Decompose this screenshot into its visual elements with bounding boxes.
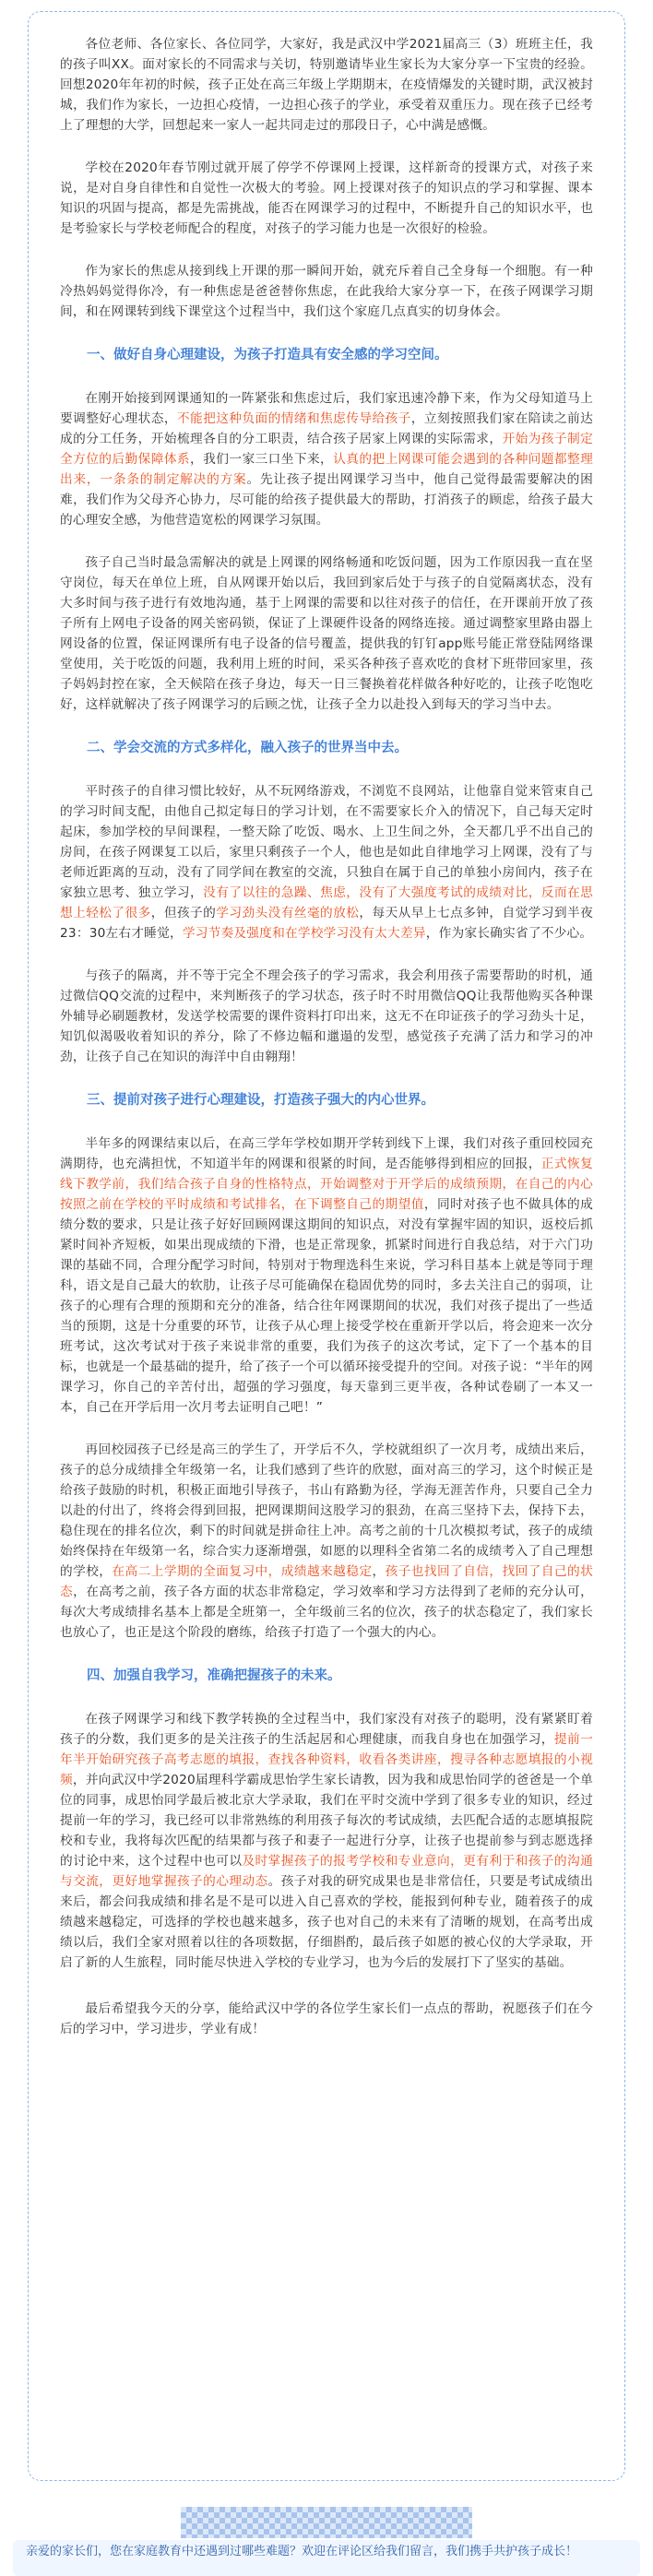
article-card bbox=[28, 11, 625, 2481]
highlight-text: 不能把这种负面的情绪和焦虑传导给孩子 bbox=[176, 411, 411, 426]
footer-banner bbox=[13, 2540, 640, 2576]
logistics-paragraph: 孩子自己当时最急需解决的就是上网课的网络畅通和吃饭问题，因为工作原因我一直在坚守岗位，每天在单位上班，自从网课开始以后，我回到家后处于与孩子的自觉隔离状态，没有大多时间与孩子进行有效地沟通，基于上网课的需要和以往对孩子的信任，在开课前开放了孩子所有上网电子设备的网关密码锁，保证了上课硬件设备的网络连接。通过调整家里路由器上网设备的位置，保证网课所有电子设备的信号覆盖，提供我的钉钉app账号能正常登陆网络课堂使用，关于吃饭的问题，我利用上班的时间，采买各种孩子喜欢吃的食材下班带回家里，孩子妈妈封控在家，全天候陪在孩子身边，每天一日三餐换着花样做各种好吃的，让孩子吃饱吃好，这样就解决了孩子网课学习的后顾之忧，让孩子全力以赴投入到每天的学习当中去。 bbox=[60, 555, 593, 712]
section-heading-4: 四、加强自我学习，准确把握孩子的未来。 bbox=[87, 1668, 341, 1683]
section-heading-1: 一、做好自身心理建设，为孩子打造具有安全感的学习空间。 bbox=[87, 348, 448, 362]
highlight-text: 及时掌握孩子的报考学校和专业意向，更有利于和孩子的沟通与交流，更好地掌握孩子的心理动态 bbox=[60, 1854, 593, 1889]
highlight-text: 认真的把上网课可能会遇到的各种问题都整理出来，一条条的制定解决的方案 bbox=[60, 452, 593, 487]
communication-paragraph: 与孩子的隔离，并不等于完全不理会孩子的学习需求，我会利用孩子需要帮助的时机，通过微信QQ交流的过程中，来判断孩子的学习状态，孩子时不时用微信QQ让我帮他购买各种课外辅导必刷题教材，发送学校需要的课件资料打印出来，这无不在印证孩子的学习劲头十足，知饥似渴吸收着知识的养分，除了不修边幅和邋遢的发型，感觉孩子充满了活力和学习的冲劲，让孩子自己在知识的海洋中自由翱翔！ bbox=[60, 968, 593, 1064]
future-planning-paragraph: 在孩子网课学习和线下教学转换的全过程当中，我们家没有对孩子的聪明，没有紧紧盯着孩子的分数，我们更多的是关注孩子的生活起居和心理健康，而我自身也在加强学习，提前一年半开始研究孩子高考志愿的填报，查找各种资料，收看各类讲座，搜寻各种志愿填报的小视频，并向武汉中学2020届理科学霸成思怡学生家长请教，因为我和成思怡同学的爸爸是一个单位的同事，成思怡同学最后被北京大学录取，我们在平时交流中学到了很多专业的知识，经过提前一年的学习，我已经可以非常熟练的利用孩子每次的考试成绩，去匹配合适的志愿填报院校和专业，我将每次匹配的结果都与孩子和妻子一起进行分享，让孩子也提前参与到志愿选择的讨论中来，这个过程中也可以及时掌握孩子的报考学校和专业意向，更有利于和孩子的沟通与交流，更好地掌握孩子的心理动态。孩子对我的研究成果也是非常信任，只要是考试成绩出来后，都会问我成绩和排名是不是可以进入自己喜欢的学校，能报到何种专业，随着孩子的成绩越来越稳定，可选择的学校也越来越多，孩子也对自己的未来有了清晰的规划，在高考出成绩以后，我们全家对照着以往的各项数据，仔细斟酌，最后孩子如愿的被心仪的大学录取，开启了新的人生旅程，同时能尽快进入学校的专业学习，也为今后的发展打下了坚实的基础。 bbox=[60, 1712, 593, 1970]
highlight-text: 学习节奏及强度和在学校学习没有太大差异 bbox=[182, 926, 426, 941]
section-heading-3: 三、提前对孩子进行心理建设，打造孩子强大的内心世界。 bbox=[87, 1093, 434, 1108]
highlight-text: 提前一年半开始研究孩子高考志愿的填报，查找各种资料，收看各类讲座，搜寻各种志愿填报的小视频 bbox=[60, 1732, 593, 1787]
highlight-text: 在高二上学期的全面复习中，成绩越来越稳定 bbox=[112, 1564, 373, 1579]
highlight-text: 孩子也找回了自信，找回了自己的状态 bbox=[60, 1564, 593, 1599]
online-class-paragraph: 学校在2020年春节刚过就开展了停学不停课网上授课，这样新奇的授课方式，对孩子来说，是对自身自律性和自觉性一次极大的考验。网上授课对孩子的知识点的学习和掌握、课本知识的巩固与提高，都是先需挑战，能否在网课学习的过程中，不断提升自己的知识水平，也是考验家长与学校老师配合的程度，对孩子的学习能力也是一次很好的检验。 bbox=[60, 160, 593, 236]
footer-text: 亲爱的家长们，您在家庭教育中还遇到过哪些难题？欢迎在评论区给我们留言，我们携手共护孩子成长！ bbox=[26, 2545, 578, 2558]
highlight-text: 没有了以往的急躁、焦虑，没有了大强度考试的成绩对比，反而在思想上轻松了很多 bbox=[60, 885, 593, 920]
highlight-text: 学习劲头没有丝毫的放松 bbox=[216, 906, 360, 920]
psychology-paragraph: 在刚开始接到网课通知的一阵紧张和焦虑过后，我们家迅速冷静下来，作为父母知道马上要调整好心理状态，不能把这种负面的情绪和焦虑传导给孩子，立刻按照我们家在陪读之前达成的分工任务，开始梳理各自的分工职责，结合孩子居家上网课的实际需求，开始为孩子制定全方位的后勤保障体系，我们一家三口坐下来，认真的把上网课可能会遇到的各种问题都整理出来，一条条的制定解决的方案。先让孩子提出网课学习当中，他自己觉得最需要解决的困难，我们作为父母齐心协力，尽可能的给孩子提供最大的帮助，打消孩子的顾虑，给孩子最大的心理安全感，为他营造宽松的网课学习氛围。 bbox=[60, 391, 593, 528]
intro-paragraph: 各位老师、各位家长、各位同学，大家好，我是武汉中学2021届高三（3）班班主任，我的孩子叫XX。面对家长的不同需求与关切，特别邀请毕业生家长为大家分享一下宝贵的经验。回想2020年年初的时候，孩子正处在高三年级上学期期末，在疫情爆发的关键时期，武汉被封城，我们作为家长，一边担心疫情，一边担心孩子的学业，承受着双重压力。现在孩子已经考上了理想的大学，回想起来一家人一起共同走过的那段日子，心中满是感慨。 bbox=[60, 37, 593, 133]
exam-results-paragraph: 再回校园孩子已经是高三的学生了，开学后不久，学校就组织了一次月考，成绩出来后，孩子的总分成绩排全年级第一名，让我们感到了些许的欣慰，面对高三的学习，这个时候正是给孩子鼓励的时机，积极正面地引导孩子，书山有路勤为径，学海无涯苦作舟，只要自己全力以赴的付出了，终将会得到回报，把网课期间这股学习的狠劲，在高三坚持下去，保持下去，稳住现在的排名位次，剩下的时间就是拼命往上冲。高考之前的十几次模拟考试，孩子的成绩始终保持在年级第一名，综合实力逐渐增强，如愿的以理科全省第二名的成绩考入了自己理想的学校，在高二上学期的全面复习中，成绩越来越稳定，孩子也找回了自信，找回了自己的状态，在高考之前，孩子各方面的状态非常稳定，学习效率和学习方法得到了老师的充分认可，每次大考成绩排名基本上都是全班第一，全年级前三名的位次，孩子的状态稳定了，我们家长也放心了，也正是这个阶段的磨练，给孩子打造了一个强大的内心。 bbox=[60, 1442, 593, 1640]
self-discipline-paragraph: 平时孩子的自律习惯比较好，从不玩网络游戏，不浏览不良网站，让他靠自觉来管束自己的学习时间支配，由他自己拟定每日的学习计划，在不需要家长介入的情况下，自己每天定时起床，参加学校的早间课程，一整天除了吃饭、喝水、上卫生间之外，全天都几乎不出自己的房间，在孩子网课复工以后，家里只剩孩子一个人，他也是如此自律地学习上网课，没有了与老师近距离的互动，没有了同学间在教室的交流，只独自在属于自己的单独小房间内，孩子在家独立思考、独立学习，没有了以往的急躁、焦虑，没有了大强度考试的成绩对比，反而在思想上轻松了很多，但孩子的学习劲头没有丝毫的放松，每天从早上七点多钟，自觉学习到半夜23：30左右才睡觉，学习节奏及强度和在学校学习没有太大差异，作为家长确实省了不少心。 bbox=[60, 784, 593, 941]
decorative-mosaic-divider bbox=[181, 2507, 472, 2538]
closing-paragraph: 最后希望我今天的分享，能给武汉中学的各位学生家长们一点点的帮助，祝愿孩子们在今后的学习中，学习进步，学业有成！ bbox=[60, 2001, 593, 2036]
highlight-text: 正式恢复线下教学前，我们结合孩子自身的性格特点，开始调整对于开学后的成绩预期，在自己的内心按照之前在学校的平时成绩和考试排名，在下调整自己的期望值 bbox=[60, 1157, 593, 1212]
highlight-text: 开始为孩子制定全方位的后勤保障体系 bbox=[60, 432, 593, 467]
anxiety-paragraph: 作为家长的焦虑从接到线上开课的那一瞬间开始，就充斥着自己全身每一个细胞。有一种冷热妈妈觉得你冷，有一种焦虑是爸爸替你焦虑，在此我给大家分享一下，在孩子网课学习期间，和在网课转到线下课堂这个过程当中，我们这个家庭几点真实的切身体会。 bbox=[60, 264, 593, 319]
section-heading-2: 二、学会交流的方式多样化，融入孩子的世界当中去。 bbox=[87, 741, 408, 755]
return-to-school-paragraph: 半年多的网课结束以后，在高三学年学校如期开学转到线下上课，我们对孩子重回校园充满期待，也充满担忧，不知道半年的网课和很紧的时间，是否能够得到相应的回报，正式恢复线下教学前，我们结合孩子自身的性格特点，开始调整对于开学后的成绩预期，在自己的内心按照之前在学校的平时成绩和考试排名，在下调整自己的期望值，同时对孩子也不做具体的成绩分数的要求，只是让孩子好好回顾网课这期间的知识点，对没有掌握牢固的知识，返校后抓紧时间补齐短板，如果出现成绩的下滑，也是正常现象，抓紧时间进行自我总结，对于六门功课的基础不同，合理分配学习时间，特别对于物理选科生来说，学习科目基本上就是等同于理科，语文是自己最大的软肋，让孩子尽可能确保在稳固优势的同时，多去关注自己的弱项，让孩子的心理有合理的预期和充分的准备，结合往年网课期间的状况，我们对孩子提出了一些适当的预期，这是十分重要的环节，让孩子从心理上接受学校在重新开学以后，将会迎来一次分班考试，这次考试对于孩子来说非常的重要，我们为孩子的这次考试，定下了一个基本的目标，也就是一个最基础的提升，给了孩子一个可以循环接受提升的空间。对孩子说：“半年的网课学习，你自己的辛苦付出，超强的学习强度，每天靠到三更半夜，各种试卷刷了一本又一本，自己在开学后用一次月考去证明自己吧！” bbox=[60, 1136, 593, 1415]
